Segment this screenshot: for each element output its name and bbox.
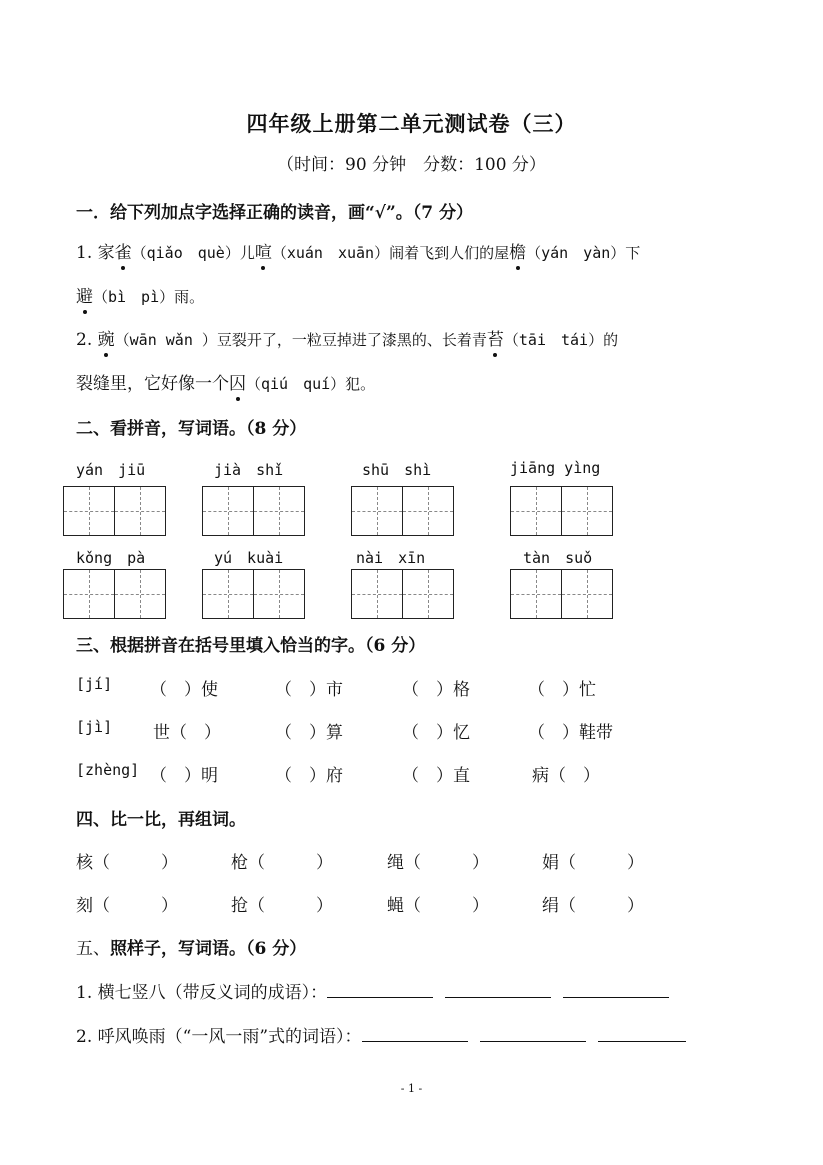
compare-word[interactable]: 枪（ ）	[231, 853, 333, 873]
fill-blank[interactable]: （ ）明	[150, 766, 218, 786]
dotted-char: 苔	[486, 330, 504, 350]
answer-line[interactable]	[598, 1040, 686, 1042]
dotted-char: 雀	[114, 243, 132, 263]
dotted-char: 檐	[509, 243, 527, 263]
pinyin-label: yú kuài	[214, 549, 284, 567]
pinyin-label: jià shǐ	[214, 461, 284, 479]
answer-line[interactable]	[563, 996, 669, 998]
answer-line[interactable]	[362, 1040, 468, 1042]
section-2-heading: 二、看拼音，写词语。（8 分）	[76, 419, 307, 439]
exam-time-score: （时间：90 分钟 分数：100 分）	[277, 155, 546, 175]
fill-blank[interactable]: 世（ ）	[153, 723, 221, 743]
dotted-char: 豌	[97, 330, 115, 350]
section-5-heading: 五、照样子，写词语。（6 分）	[76, 939, 307, 959]
fill-blank[interactable]: （ ）鞋带	[528, 723, 613, 743]
s3-row: [jí] （ ）使 （ ）市 （ ）格 （ ）忙	[76, 675, 596, 700]
answer-line[interactable]	[480, 1040, 586, 1042]
s3-row: [zhèng] （ ）明 （ ）府 （ ）直 病（ ）	[76, 761, 600, 786]
pinyin-label: yán jiū	[76, 461, 146, 479]
dotted-char: 避	[76, 287, 93, 307]
fill-blank[interactable]: 病（ ）	[532, 766, 600, 786]
pinyin-label: jiāng yìng	[510, 459, 601, 477]
compare-word[interactable]: 绳（ ）	[387, 853, 489, 873]
s5-q2: 2. 呼风唤雨（“一风一雨”式的词语）：	[76, 1022, 686, 1047]
section-1-heading: 一．给下列加点字选择正确的读音，画“√”。（7 分）	[76, 203, 473, 223]
pinyin-label: nài xīn	[356, 549, 426, 567]
answer-line[interactable]	[445, 996, 551, 998]
fill-blank[interactable]: （ ）算	[275, 723, 343, 743]
compare-word[interactable]: 蝇（ ）	[387, 896, 489, 916]
fill-blank[interactable]: （ ）格	[402, 680, 470, 700]
fill-blank[interactable]: （ ）忆	[402, 723, 470, 743]
compare-word[interactable]: 抢（ ）	[231, 896, 333, 916]
page-number: - 1 -	[400, 1082, 423, 1095]
fill-blank[interactable]: （ ）使	[150, 680, 218, 700]
fill-blank[interactable]: （ ）市	[275, 680, 343, 700]
pinyin-label: tàn suǒ	[523, 549, 593, 567]
fill-blank[interactable]: （ ）府	[275, 766, 343, 786]
compare-word[interactable]: 绢（ ）	[542, 896, 644, 916]
s1-q2-line2: 裂缝里，它好像一个囚（qiú quí）犯。	[76, 374, 376, 394]
s1-q1-line1: 1. 家雀（qiǎo què）儿喧（xuán xuān）闹着飞到人们的屋檐（yán yàn）下	[76, 243, 641, 263]
s3-row: [jì] 世（ ） （ ）算 （ ）忆 （ ）鞋带	[76, 718, 613, 743]
dotted-char: 喧	[254, 243, 272, 263]
fill-blank[interactable]: （ ）直	[402, 766, 470, 786]
s5-q1: 1. 横七竖八（带反义词的成语）：	[76, 978, 681, 1003]
section-3-heading: 三、根据拼音在括号里填入恰当的字。（6 分）	[76, 636, 426, 656]
s1-q2-line1: 2. 豌（wān wǎn ）豆裂开了，一粒豆掉进了漆黑的、长着青苔（tāi tái）的	[76, 330, 619, 350]
fill-blank[interactable]: （ ）忙	[528, 680, 596, 700]
compare-word[interactable]: 核（ ）	[76, 853, 178, 873]
pinyin-label: shū shì	[362, 461, 432, 479]
answer-line[interactable]	[327, 996, 433, 998]
s1-q1-line2: 避（bì pì）雨。	[76, 287, 205, 307]
page-title: 四年级上册第二单元测试卷（三）	[246, 111, 577, 136]
compare-word[interactable]: 娟（ ）	[542, 853, 644, 873]
s4-row	[0, 891, 823, 917]
section-4-heading: 四、比一比，再组词。	[76, 810, 246, 830]
s4-row	[0, 848, 823, 874]
dotted-char: 囚	[229, 374, 246, 394]
compare-word[interactable]: 刻（ ）	[76, 896, 178, 916]
pinyin-label: kǒng pà	[76, 549, 146, 567]
